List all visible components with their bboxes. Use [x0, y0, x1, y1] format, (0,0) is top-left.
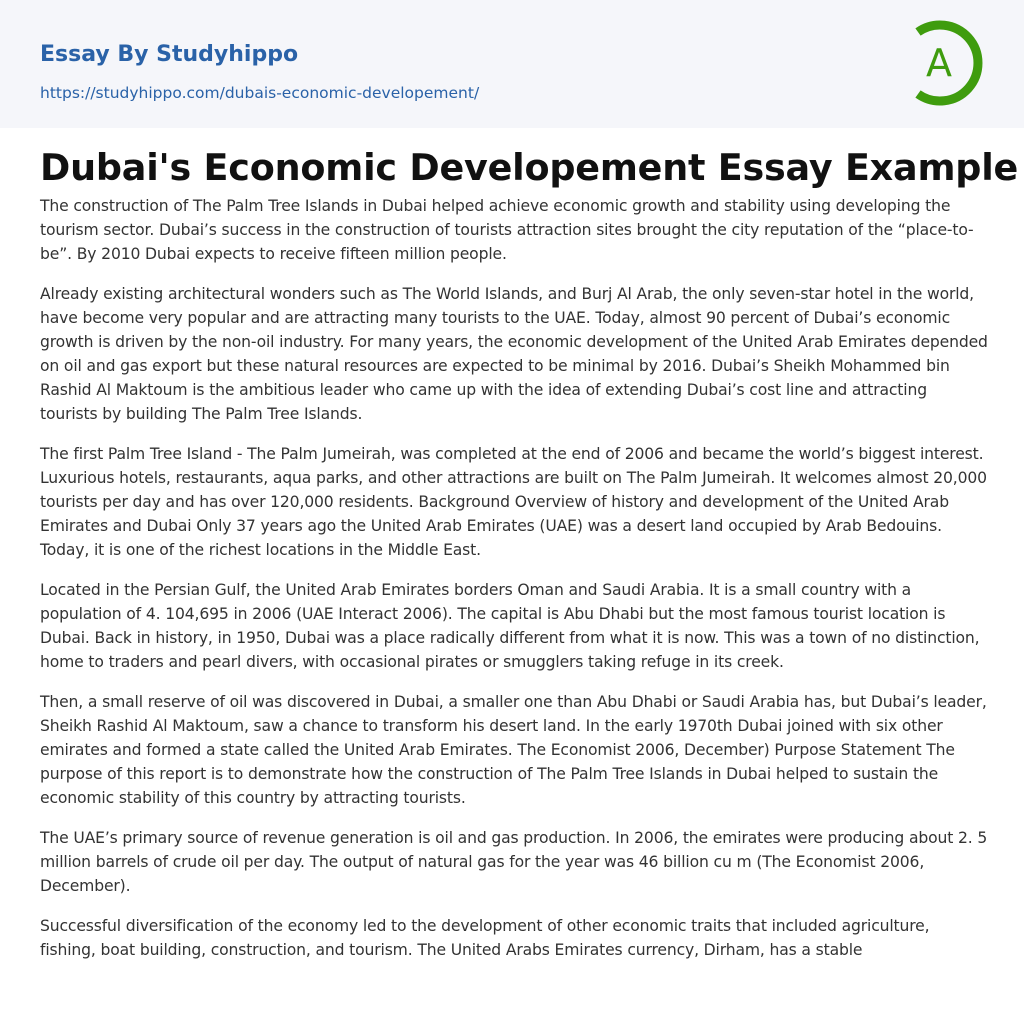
- paragraph: The UAE’s primary source of revenue generation is oil and gas production. In 2006, the emirates were producing about 2. 5 million barrels of crude oil per day. The output of natural gas for the year was 46 billion cu m (The Economist 2006, December).: [40, 829, 988, 895]
- logo-letter: A: [926, 41, 952, 85]
- paragraph: Located in the Persian Gulf, the United Arab Emirates borders Oman and Saudi Arabia. It is a small country with a population of 4. 104,695 in 2006 (UAE Interact 2006). The capital is Abu Dhabi but the most famous tourist location is Dubai. Back in history, in 1950, Dubai was a place radically different from what it is now. This was a town of no distinction, home to traders and pearl divers, with occasional pirates or smugglers taking refuge in its creek.: [40, 581, 980, 671]
- paragraph: The construction of The Palm Tree Islands in Dubai helped achieve economic growth and stability using developing the tourism sector. Dubai’s success in the construction of tourists attraction sites brought the city reputation of the “place-to-be”. By 2010 Dubai expects to receive fifteen million people.: [40, 197, 974, 263]
- page-title: Dubai's Economic Developement Essay Example: [40, 146, 1019, 189]
- essay-url-link[interactable]: https://studyhippo.com/dubais-economic-developement/: [40, 84, 480, 102]
- essay-body: [40, 194, 988, 978]
- paragraph: Then, a small reserve of oil was discovered in Dubai, a smaller one than Abu Dhabi or Saudi Arabia has, but Dubai’s leader, Sheikh Rashid Al Maktoum, saw a chance to transform his desert land. In the early 1970th Dubai joined with six other emirates and formed a state called the United Arab Emirates. The Economist 2006, December) Purpose Statement The purpose of this report is to demonstrate how the construction of The Palm Tree Islands in Dubai helped to sustain the economic stability of this country by attracting tourists.: [40, 693, 987, 807]
- paragraph: Successful diversification of the economy led to the development of other economic traits that included agriculture, fishing, boat building, construction, and tourism. The United Arabs Emirates currency, Dirham, has a stable: [40, 917, 930, 959]
- paragraph: Already existing architectural wonders such as The World Islands, and Burj Al Arab, the only seven-star hotel in the world, have become very popular and are attracting many tourists to the UAE. Today, almost 90 percent of Dubai’s economic growth is driven by the non-oil industry. For many years, the economic development of the United Arab Emirates depended on oil and gas export but these natural resources are expected to be minimal by 2016. Dubai’s Sheikh Mohammed bin Rashid Al Maktoum is the ambitious leader who came up with the idea of extending Dubai’s cost line and attracting tourists by building The Palm Tree Islands.: [40, 285, 988, 423]
- paragraph: The first Palm Tree Island - The Palm Jumeirah, was completed at the end of 2006 and became the world’s biggest interest. Luxurious hotels, restaurants, aqua parks, and other attractions are built on The Palm Jumeirah. It welcomes almost 20,000 tourists per day and has over 120,000 residents. Background Overview of history and development of the United Arab Emirates and Dubai Only 37 years ago the United Arab Emirates (UAE) was a desert land occupied by Arab Bedouins. Today, it is one of the richest locations in the Middle East.: [40, 445, 987, 559]
- brand-name[interactable]: Essay By Studyhippo: [40, 42, 299, 67]
